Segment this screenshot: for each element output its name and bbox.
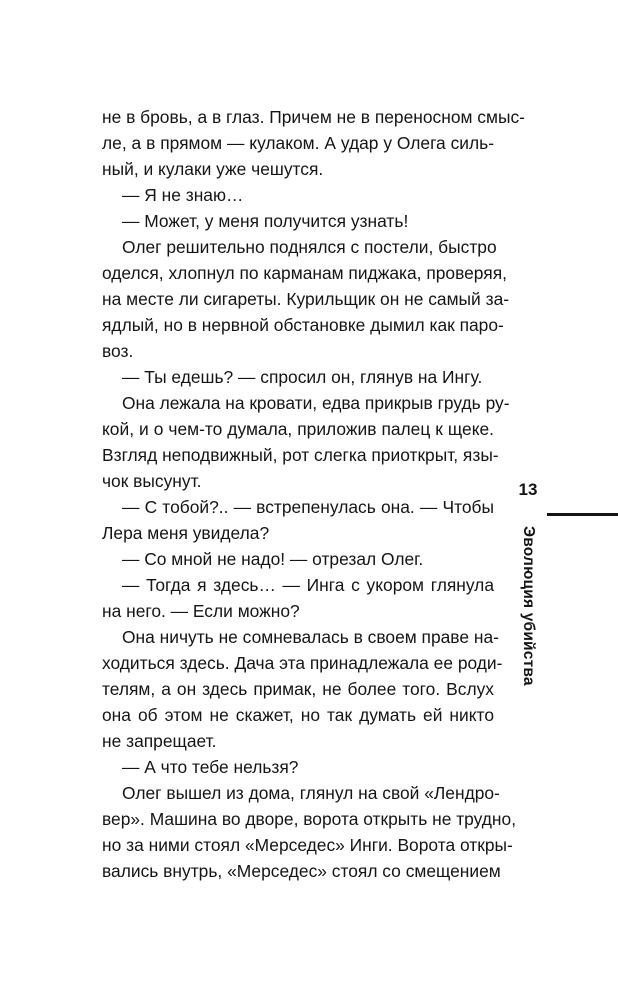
text-line: Лера меня увидела? [102, 523, 270, 543]
text-line: — Я не знаю… [122, 185, 244, 205]
text-line: ядлый, но в нервной обстановке дымил как паро- [102, 315, 504, 335]
text-line: вер». Машина во дворе, ворота открыть не трудно, [102, 809, 517, 829]
running-title: Эволюция убийства [520, 526, 537, 686]
text-line: Она лежала на кровати, едва прикрыв грудь ру- [122, 393, 510, 413]
text-line: — Ты едешь? — спросил он, глянув на Ингу. [122, 367, 483, 387]
text-line: — А что тебе нельзя? [122, 757, 299, 777]
text-line: чок высунут. [102, 471, 202, 491]
text-line: она об этом не скажет, но так думать ей никто [102, 705, 494, 725]
divider-rule [547, 513, 618, 516]
text-line: телям, а он здесь примак, не более того. Вслух [102, 679, 494, 699]
text-line: — С тобой?.. — встрепенулась она. — Чтобы [122, 497, 494, 517]
text-line: ходиться здесь. Дача эта принадлежала ее роди- [102, 653, 503, 673]
text-line: не в бровь, а в глаз. Причем не в переносном смыс- [102, 107, 525, 127]
text-line: ле, а в прямом — кулаком. А удар у Олега силь- [102, 133, 494, 153]
text-line: воз. [102, 341, 134, 361]
text-line: не запрещает. [102, 731, 217, 751]
text-line: Олег вышел из дома, глянул на свой «Лендро- [122, 783, 500, 803]
text-line: но за ними стоял «Мерседес» Инги. Ворота откры- [102, 835, 513, 855]
text-line: — Может, у меня получится узнать! [122, 211, 409, 231]
text-line: оделся, хлопнул по карманам пиджака, проверяя, [102, 263, 507, 283]
text-line: Она ничуть не сомневалась в своем праве на- [122, 627, 499, 647]
page-edge-marker [509, 460, 618, 720]
page-number: 13 [518, 480, 538, 499]
text-line: на него. — Если можно? [102, 601, 300, 621]
text-line: вались внутрь, «Мерседес» стоял со смещением [102, 861, 501, 881]
text-line: кой, и о чем-то думала, приложив палец к щеке. [102, 419, 494, 439]
text-line: на месте ли сигареты. Курильщик он не самый за- [102, 289, 510, 309]
text-line: Олег решительно поднялся с постели, быстро [122, 237, 497, 257]
text-line: — Со мной не надо! — отрезал Олег. [122, 549, 424, 569]
text-line: — Тогда я здесь… — Инга с укором глянула [122, 575, 494, 595]
text-line: Взгляд неподвижный, рот слегка приоткрыт, язы- [102, 445, 499, 465]
text-line: ный, и кулаки уже чешутся. [102, 159, 324, 179]
